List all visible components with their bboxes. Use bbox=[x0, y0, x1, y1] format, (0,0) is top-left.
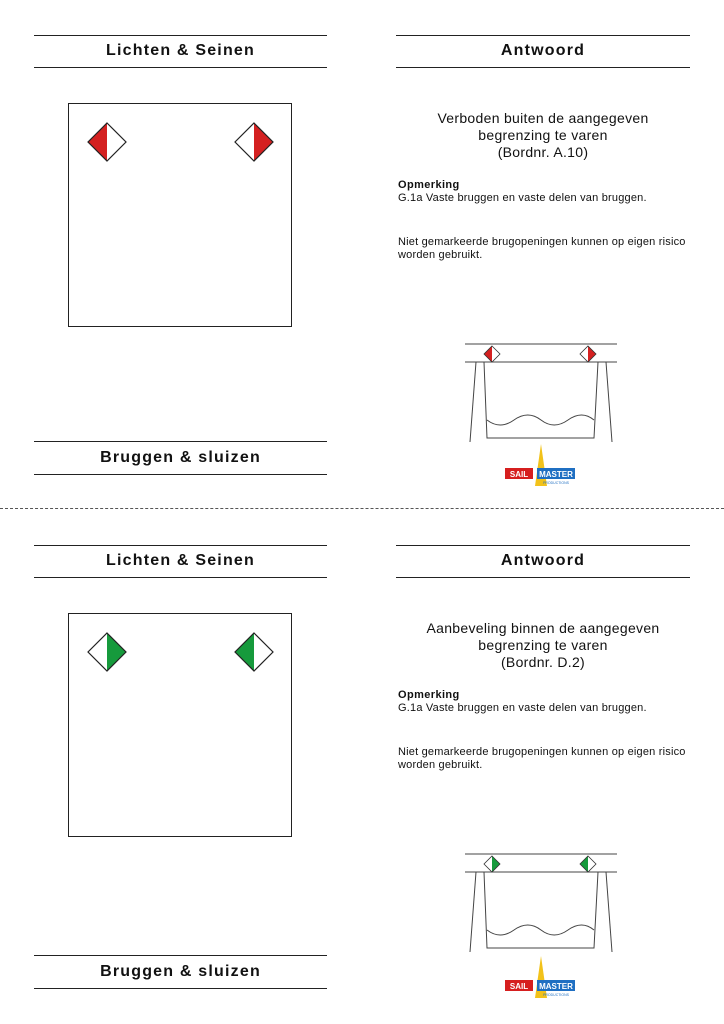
answer-text bbox=[396, 110, 690, 161]
sailmaster-logo bbox=[505, 952, 575, 998]
sign-left-colored-half bbox=[88, 123, 107, 161]
answer-line-1: Verboden buiten de aangegeven bbox=[437, 110, 649, 126]
category-title: Lichten & Seinen bbox=[106, 552, 255, 569]
card-divider bbox=[0, 508, 724, 509]
logo-right-text: MASTER bbox=[539, 470, 573, 479]
logo-left-text: SAIL bbox=[509, 982, 529, 991]
sign-board bbox=[68, 613, 292, 837]
sign-left-icon bbox=[87, 122, 127, 162]
header-right-bottom-rule bbox=[396, 67, 690, 68]
bridge-illustration bbox=[460, 848, 622, 956]
footer-bottom-rule bbox=[34, 988, 327, 989]
remark-text-2: Niet gemarkeerde brugopeningen kunnen op eigen risico worden gebruikt. bbox=[398, 746, 686, 771]
header-left-bottom-rule bbox=[34, 67, 327, 68]
footer-top-rule bbox=[34, 441, 327, 442]
flashcard-2 bbox=[0, 510, 724, 1010]
sign-left-icon bbox=[87, 632, 127, 672]
category-title: Lichten & Seinen bbox=[106, 42, 255, 59]
remark-text-2: Niet gemarkeerde brugopeningen kunnen op eigen risico worden gebruikt. bbox=[398, 236, 686, 261]
answer-title: Antwoord bbox=[500, 552, 586, 569]
footer-bottom-rule bbox=[34, 474, 327, 475]
logo-left-text: SAIL bbox=[509, 470, 529, 479]
sign-right-colored-half bbox=[235, 633, 254, 671]
sign-right-white-half bbox=[254, 633, 273, 671]
sign-right-colored-half bbox=[254, 123, 273, 161]
remark-title: Opmerking bbox=[398, 179, 460, 191]
sign-left-colored-half bbox=[107, 633, 126, 671]
sailmaster-logo bbox=[505, 440, 575, 486]
answer-line-2: begrenzing te varen bbox=[478, 637, 608, 653]
header-left-bottom-rule bbox=[34, 577, 327, 578]
remark-title: Opmerking bbox=[398, 689, 460, 701]
header-left-top-rule bbox=[34, 35, 327, 36]
sign-right-white-half bbox=[235, 123, 254, 161]
header-right-top-rule bbox=[396, 35, 690, 36]
answer-title: Antwoord bbox=[500, 42, 586, 59]
header-right-bottom-rule bbox=[396, 577, 690, 578]
remark-text-1: G.1a Vaste bruggen en vaste delen van bruggen. bbox=[398, 702, 647, 714]
logo-sub-text: PRODUCTIONS bbox=[543, 481, 569, 485]
sign-board bbox=[68, 103, 292, 327]
remark-text-1: G.1a Vaste bruggen en vaste delen van bruggen. bbox=[398, 192, 647, 204]
sign-left-white-half bbox=[88, 633, 107, 671]
header-right-top-rule bbox=[396, 545, 690, 546]
logo-right-text: MASTER bbox=[539, 982, 573, 991]
answer-line-3: (Bordnr. A.10) bbox=[497, 144, 589, 160]
sign-right-icon bbox=[234, 122, 274, 162]
header-left-top-rule bbox=[34, 545, 327, 546]
subject-title: Bruggen & sluizen bbox=[100, 963, 261, 980]
answer-line-1: Aanbeveling binnen de aangegeven bbox=[426, 620, 660, 636]
bridge-illustration bbox=[460, 338, 622, 446]
subject-title: Bruggen & sluizen bbox=[100, 449, 261, 466]
flashcard-1 bbox=[0, 0, 724, 500]
answer-line-2: begrenzing te varen bbox=[478, 127, 608, 143]
footer-top-rule bbox=[34, 955, 327, 956]
answer-line-3: (Bordnr. D.2) bbox=[500, 654, 586, 670]
sign-left-white-half bbox=[107, 123, 126, 161]
logo-sub-text: PRODUCTIONS bbox=[543, 993, 569, 997]
sign-right-icon bbox=[234, 632, 274, 672]
answer-text bbox=[396, 620, 690, 671]
